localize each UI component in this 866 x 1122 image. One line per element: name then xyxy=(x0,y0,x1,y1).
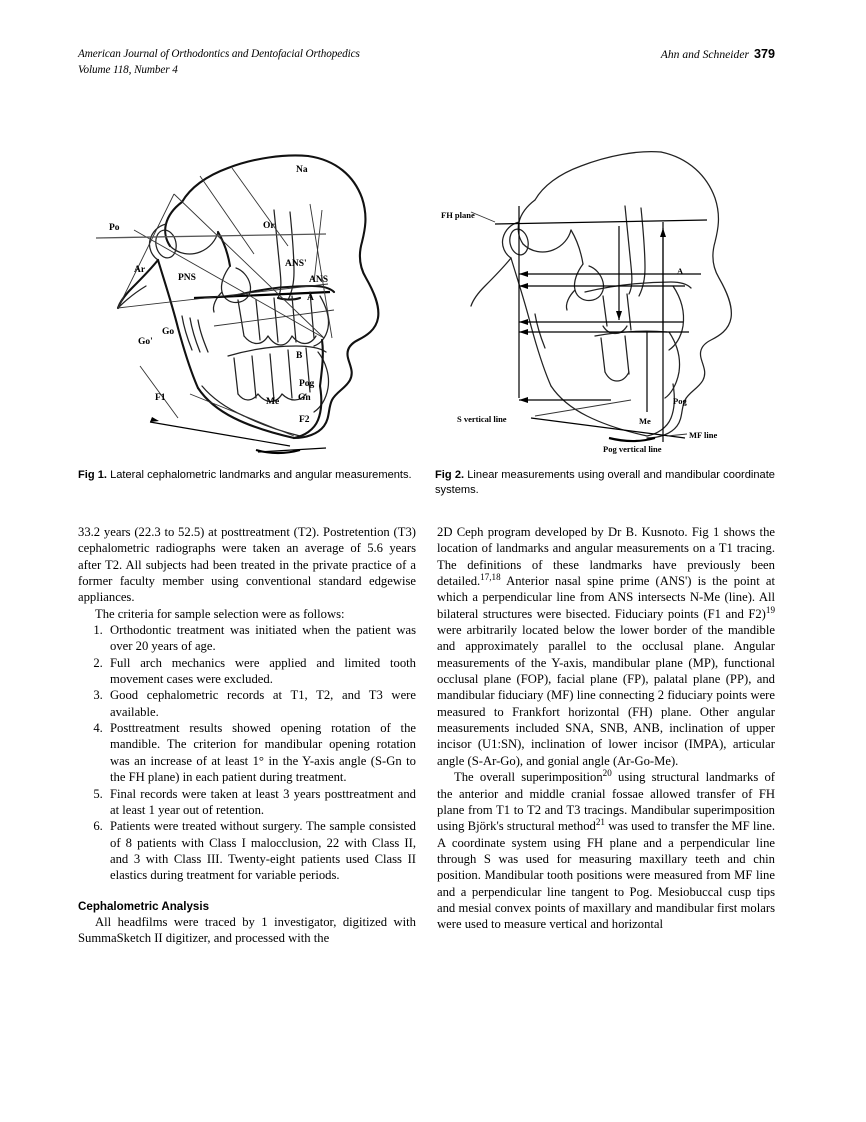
left-paragraph-1: 33.2 years (22.3 to 52.5) at posttreatment (T2). Postretention (T3) cephalometric radiographs were taken an average of 5.6 years after T2. All subjects had been treated in the private practice of a former faculty member using conventional standard edgewise appliances. xyxy=(78,525,416,605)
figure-1-caption xyxy=(78,468,416,483)
label-ans-prime: ANS' xyxy=(285,259,307,269)
fig-1-svg xyxy=(78,150,418,470)
fig2-label-s-vertical-line: S vertical line xyxy=(457,414,507,424)
right-text-column xyxy=(437,524,775,933)
label-or: Or xyxy=(263,221,275,231)
criteria-item: 6. Patients were treated without surgery. The sample consisted of 8 patients with Class I malocclusion, 22 with Class II, and 3 with Class III. Twenty-eight patients used Class II elastics during treatment for variable periods. xyxy=(106,818,416,883)
fig1-fh-plane-line xyxy=(96,234,326,238)
reference-marker-21: 21 xyxy=(595,816,605,827)
label-gn: Gn xyxy=(298,393,311,403)
criteria-item: 1. Orthodontic treatment was initiated when the patient was over 20 years of age. xyxy=(106,622,416,655)
fig2-horizontal-measurement-lines xyxy=(519,271,701,403)
fig2-label-me: Me xyxy=(639,416,651,426)
label-na: Na xyxy=(296,165,308,175)
figure-1-caption-text: Lateral cephalometric landmarks and angular measurements. xyxy=(110,469,412,481)
reference-marker-19: 19 xyxy=(765,604,775,615)
fig2-mandible-outline xyxy=(511,258,674,436)
fig2-dentition xyxy=(585,282,691,398)
running-head-authors-page xyxy=(661,47,775,61)
label-go-prime: Go' xyxy=(138,337,153,347)
label-pns: PNS xyxy=(178,273,196,283)
journal-title: American Journal of Orthodontics and Dentofacial Orthopedics xyxy=(78,48,360,60)
fig-2-svg xyxy=(435,150,775,470)
reference-marker-20: 20 xyxy=(602,767,612,778)
fig2-fh-plane xyxy=(441,210,707,224)
running-head xyxy=(78,47,775,81)
fig2-pog-vertical-line xyxy=(603,222,663,454)
right-para-2-segment-2: using structural landmarks of the anterior and middle cranial fossae allowed transfer of FH plane from T1 to T2 and T3 tracings. Mandibular superimposition using Björk's structural method xyxy=(437,770,775,834)
right-para-1-segment-1: 2D Ceph program developed by Dr B. Kusnoto. Fig 1 shows the location of landmarks and angular measurements on a T1 tracing. The definitions of these landmarks have previously been detailed. xyxy=(437,525,775,589)
criteria-item: 2. Full arch mechanics were applied and limited tooth movement cases were excluded. xyxy=(106,655,416,688)
label-go: Go xyxy=(162,327,175,337)
running-head-authors: Ahn and Schneider xyxy=(660,48,749,61)
criteria-item: 5. Final records were taken at least 3 years posttreatment and at least 1 year out of retention. xyxy=(106,786,416,819)
figure-2-caption xyxy=(435,468,775,497)
figure-2-number: Fig 2. xyxy=(435,469,465,481)
figure-2-caption-text: Linear measurements using overall and mandibular coordinate systems. xyxy=(435,469,775,496)
right-para-1-segment-2: Anterior nasal spine prime (ANS') is the point at which a perpendicular line from ANS intersects N-Me (line). All bilateral structures were bisected. Fiduciary points (F1 and F2) xyxy=(437,574,775,621)
label-pog: Pog xyxy=(299,379,315,389)
left-paragraph-3: All headfilms were traced by 1 investigator, digitized with SummaSketch II digitizer, and processed with the xyxy=(78,914,416,945)
right-para-2-segment-3: was used to transfer the MF line. A coordinate system using FH plane and a perpendicular line through S was used for measuring maxillary teeth and chin position. Mandibular tooth positions were measured from MF line and a perpendicular line tangent to Pog. Mesiobuccal cusp tips and mesial convex points of maxillary and mandibular first molars were used to measure vertical and horizontal xyxy=(437,819,775,932)
fig2-label-a: A xyxy=(677,266,684,276)
right-paragraph-2 xyxy=(437,769,775,932)
label-ar: Ar xyxy=(134,265,146,275)
label-a: A xyxy=(307,293,314,303)
label-ans: ANS xyxy=(309,275,329,285)
criteria-item: 4. Posttreatment results showed opening rotation of the mandible. The criterion for mandibular opening rotation was an increase of at least 1° in the Y-axis angle (S-Gn to the FH plane) in each patient during treatment. xyxy=(106,720,416,785)
running-head-journal xyxy=(78,47,360,78)
figure-1-image xyxy=(78,150,418,470)
page-number: 379 xyxy=(753,47,775,61)
figure-2-image xyxy=(435,150,775,470)
right-para-1-segment-3: were arbitrarily located below the lower border of the mandible and approximately parallel to the occlusal plane. Angular measurements of the Y-axis, mandibular plane (MP), functional occlusal plane (FOP), facial plane (FP), palatal plane (PP), and mandibular fiduciary (MF) line connecting 2 fiduciary points were measured to Frankfort horizontal (FH) plane. Other angular measurements included SNA, SNB, ANB, inclination of upper incisor (U1:SN), inclination of lower incisor (IMPA), articular angle (S-Ar-Go), and gonial angle (Ar-Go-Me). xyxy=(437,623,775,768)
right-para-2-segment-1: The overall superimposition xyxy=(454,770,603,785)
figure-1-number: Fig 1. xyxy=(78,469,107,481)
label-f2: F2 xyxy=(299,415,310,425)
fig2-s-vertical-line xyxy=(457,206,631,424)
label-f1: F1 xyxy=(155,393,166,403)
fig2-label-mf-line: MF line xyxy=(689,430,718,440)
section-subheading-cephalometric-analysis: Cephalometric Analysis xyxy=(78,899,210,913)
criteria-list xyxy=(78,622,416,884)
fig2-label-fh-plane: FH plane xyxy=(441,210,475,220)
left-text-column xyxy=(78,524,416,946)
right-paragraph-1 xyxy=(437,524,775,769)
fig2-label-pog-vertical-line: Pog vertical line xyxy=(603,444,662,454)
fig2-label-pog: Pog xyxy=(673,396,687,406)
label-po: Po xyxy=(109,223,120,233)
left-paragraph-2: The criteria for sample selection were as follows: xyxy=(95,606,345,621)
fig2-soft-tissue-profile xyxy=(535,152,731,438)
label-me: Me xyxy=(266,397,280,407)
reference-marker-17-18: 17,18 xyxy=(480,571,501,582)
fig2-vertical-measurement-lines xyxy=(616,226,666,412)
label-b: B xyxy=(296,351,303,361)
figure-row xyxy=(78,150,775,470)
journal-volume: Volume 118, Number 4 xyxy=(78,63,178,76)
fig2-mf-line xyxy=(531,418,717,441)
criteria-item: 3. Good cephalometric records at T1, T2, and T3 were available. xyxy=(106,687,416,720)
